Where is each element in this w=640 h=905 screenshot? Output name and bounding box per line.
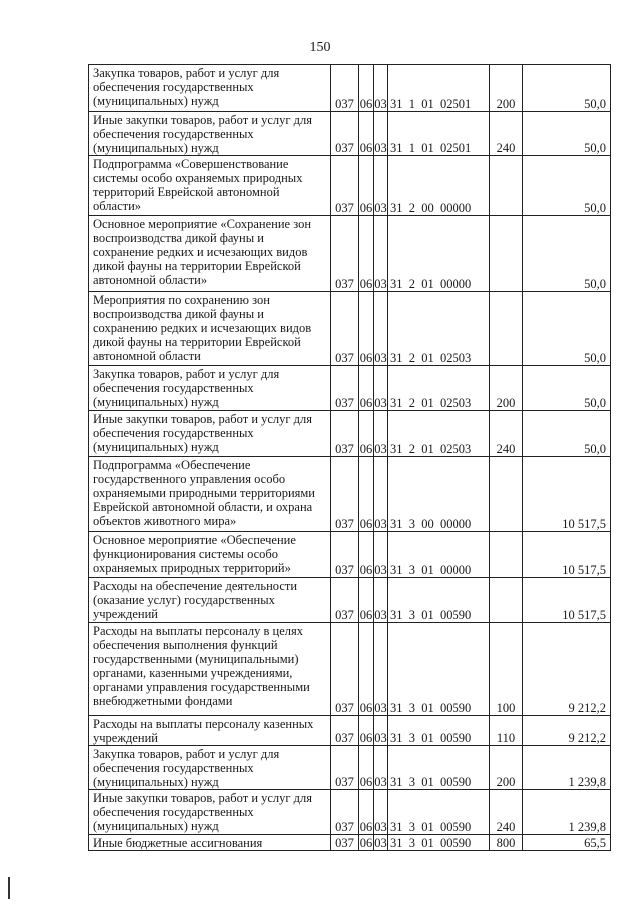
ministry-code: 037 xyxy=(331,457,359,532)
row-name xyxy=(89,65,331,112)
table-row xyxy=(89,292,611,366)
row-name xyxy=(89,623,331,716)
expense-type-code xyxy=(490,578,523,623)
row-name xyxy=(89,366,331,411)
amount: 50,0 xyxy=(523,156,611,216)
subsection-code: 03 xyxy=(374,411,388,457)
row-name-line: обеспечения государственных xyxy=(93,381,254,395)
amount: 10 517,5 xyxy=(523,532,611,578)
row-name-line: обеспечения государственных xyxy=(93,761,254,775)
row-name-line: учреждений xyxy=(93,731,158,745)
section-code: 06 xyxy=(359,578,374,623)
table-row xyxy=(89,457,611,532)
row-name-line: Расходы на обеспечение деятельности xyxy=(93,579,298,593)
amount: 65,5 xyxy=(523,835,611,851)
subsection-code: 03 xyxy=(374,623,388,716)
section-code: 06 xyxy=(359,746,374,790)
row-name-line: воспроизводства дикой фауны и xyxy=(93,231,264,245)
section-code: 06 xyxy=(359,292,374,366)
row-name-line: Основное мероприятие «Сохранение зон xyxy=(93,217,312,231)
ministry-code: 037 xyxy=(331,716,359,746)
subsection-code: 03 xyxy=(374,292,388,366)
subsection-code: 03 xyxy=(374,156,388,216)
row-name-line: территорий Еврейской автономной xyxy=(93,185,280,199)
section-code: 06 xyxy=(359,366,374,411)
row-name-line: обеспечения государственных xyxy=(93,127,254,141)
row-name-line: Иные закупки товаров, работ и услуг для xyxy=(93,791,313,805)
row-name-line: обеспечения государственных xyxy=(93,80,254,94)
ministry-code: 037 xyxy=(331,292,359,366)
amount: 10 517,5 xyxy=(523,457,611,532)
row-name-line: автономной области» xyxy=(93,273,208,287)
table-row xyxy=(89,216,611,292)
target-article-code: 31 2 01 00000 xyxy=(388,216,490,292)
row-name xyxy=(89,112,331,156)
ministry-code: 037 xyxy=(331,112,359,156)
subsection-code: 03 xyxy=(374,216,388,292)
target-article-code: 31 2 01 02503 xyxy=(388,411,490,457)
row-name-line: органами, казенными учреждениями, xyxy=(93,666,293,680)
row-name-line: функционирования системы особо xyxy=(93,547,279,561)
row-name-line: (муниципальных) нужд xyxy=(93,775,219,789)
subsection-code: 03 xyxy=(374,790,388,835)
target-article-code: 31 3 01 00590 xyxy=(388,578,490,623)
section-code: 06 xyxy=(359,65,374,112)
row-name-line: Закупка товаров, работ и услуг для xyxy=(93,66,280,80)
row-name-line: обеспечения выполнения функций xyxy=(93,638,278,652)
row-name-line: государственного управления особо xyxy=(93,472,286,486)
section-code: 06 xyxy=(359,623,374,716)
table-row xyxy=(89,532,611,578)
row-name-line: (муниципальных) нужд xyxy=(93,94,219,108)
section-code: 06 xyxy=(359,836,373,850)
target-article-code: 31 1 01 02501 xyxy=(388,112,490,156)
ministry-code: 037 xyxy=(331,65,359,112)
row-name-line: внебюджетными фондами xyxy=(93,694,233,708)
amount: 50,0 xyxy=(523,216,611,292)
row-name-line: Основное мероприятие «Обеспечение xyxy=(93,533,296,547)
expense-type-code: 110 xyxy=(490,716,523,746)
target-article-code: 31 3 01 00590 xyxy=(388,835,490,851)
subsection-code: 03 xyxy=(374,366,388,411)
ministry-code: 037 xyxy=(331,746,359,790)
row-name-line: (муниципальных) нужд xyxy=(93,819,219,833)
target-article-code: 31 2 01 02503 xyxy=(388,292,490,366)
expense-type-code xyxy=(490,457,523,532)
target-article-code: 31 3 01 00590 xyxy=(388,790,490,835)
row-name-line: Подпрограмма «Обеспечение xyxy=(93,458,251,472)
table-row xyxy=(89,366,611,411)
row-name-line: Расходы на выплаты персоналу в целях xyxy=(93,624,303,638)
table-row xyxy=(89,112,611,156)
row-name xyxy=(89,292,331,366)
ministry-code: 037 xyxy=(331,411,359,457)
row-name-line: (оказание услуг) государственных xyxy=(93,593,275,607)
row-name-line: воспроизводства дикой фауны и xyxy=(93,307,264,321)
amount: 50,0 xyxy=(523,292,611,366)
row-name-line: обеспечения государственных xyxy=(93,426,254,440)
page-number: 150 xyxy=(309,40,331,55)
row-name-line: Иные закупки товаров, работ и услуг для xyxy=(93,113,313,127)
expense-type-code: 200 xyxy=(490,746,523,790)
section-code: 06 xyxy=(359,156,374,216)
table-row xyxy=(89,746,611,790)
table-row xyxy=(89,790,611,835)
row-name-line: Закупка товаров, работ и услуг для xyxy=(93,747,280,761)
table-row xyxy=(89,156,611,216)
expense-type-code: 240 xyxy=(490,411,523,457)
amount: 10 517,5 xyxy=(523,578,611,623)
row-name-line: охраняемых природных территорий» xyxy=(93,561,291,575)
expense-type-code xyxy=(490,216,523,292)
subsection-code: 03 xyxy=(374,746,388,790)
expense-type-code: 800 xyxy=(490,835,523,851)
table-row xyxy=(89,716,611,746)
target-article-code: 31 3 01 00000 xyxy=(388,532,490,578)
amount: 50,0 xyxy=(523,112,611,156)
target-article-code: 31 2 00 00000 xyxy=(388,156,490,216)
row-name-line: учреждений xyxy=(93,607,158,621)
row-name-line: (муниципальных) нужд xyxy=(93,141,219,155)
target-article-code: 31 2 01 02503 xyxy=(388,366,490,411)
row-name xyxy=(89,835,331,851)
row-name-line: охраняемыми природными территориями xyxy=(93,486,315,500)
table-row xyxy=(89,411,611,457)
ministry-code: 037 xyxy=(331,366,359,411)
ministry-code: 037 xyxy=(331,216,359,292)
row-name-line: сохранению редких и исчезающих видов xyxy=(93,321,312,335)
table-body xyxy=(89,65,611,851)
margin-mark xyxy=(8,877,10,899)
subsection-code: 03 xyxy=(374,578,388,623)
subsection-code: 03 xyxy=(374,65,388,112)
budget-table xyxy=(88,64,611,851)
section-code: 06 xyxy=(359,790,374,835)
row-name xyxy=(89,532,331,578)
amount: 1 239,8 xyxy=(523,746,611,790)
amount: 9 212,2 xyxy=(523,716,611,746)
row-name xyxy=(89,716,331,746)
section-code: 06 xyxy=(359,216,374,292)
table-row xyxy=(89,65,611,112)
section-code: 06 xyxy=(359,457,374,532)
row-name xyxy=(89,156,331,216)
target-article-code: 31 1 01 02501 xyxy=(388,65,490,112)
row-name-line: Иные закупки товаров, работ и услуг для xyxy=(93,412,313,426)
section-code: 06 xyxy=(359,532,374,578)
ministry-code: 037 xyxy=(331,835,359,851)
row-name-line: Мероприятия по сохранению зон xyxy=(93,293,270,307)
row-name-line: органами управления государственными xyxy=(93,680,310,694)
ministry-code: 037 xyxy=(331,532,359,578)
table-row xyxy=(89,623,611,716)
amount: 50,0 xyxy=(523,411,611,457)
subsection-code: 03 xyxy=(374,532,388,578)
row-name-line: Еврейской автономной области, и охрана xyxy=(93,500,313,514)
row-name xyxy=(89,578,331,623)
row-name xyxy=(89,790,331,835)
row-name-line: Подпрограмма «Совершенствование xyxy=(93,157,289,171)
amount: 9 212,2 xyxy=(523,623,611,716)
section-code: 06 xyxy=(359,716,374,746)
amount: 50,0 xyxy=(523,65,611,112)
row-name-line: государственными (муниципальными) xyxy=(93,652,299,666)
subsection-code: 03 xyxy=(374,836,387,850)
row-name-line: области» xyxy=(93,199,142,213)
row-name-line: сохранение редких и исчезающих видов xyxy=(93,245,308,259)
section-code: 06 xyxy=(359,112,374,156)
subsection-code: 03 xyxy=(374,716,388,746)
table-row xyxy=(89,578,611,623)
ministry-code: 037 xyxy=(331,623,359,716)
row-name xyxy=(89,457,331,532)
subsection-code: 03 xyxy=(374,112,388,156)
row-name-line: объектов животного мира» xyxy=(93,514,237,528)
target-article-code: 31 3 01 00590 xyxy=(388,746,490,790)
amount: 1 239,8 xyxy=(523,790,611,835)
expense-type-code: 240 xyxy=(490,112,523,156)
amount: 50,0 xyxy=(523,366,611,411)
target-article-code: 31 3 01 00590 xyxy=(388,623,490,716)
row-name-line: дикой фауны на территории Еврейской xyxy=(93,335,301,349)
row-name-line: Иные бюджетные ассигнования xyxy=(93,836,263,850)
expense-type-code xyxy=(490,532,523,578)
expense-type-code: 200 xyxy=(490,366,523,411)
row-name-line: (муниципальных) нужд xyxy=(93,395,219,409)
row-name-line: обеспечения государственных xyxy=(93,805,254,819)
expense-type-code: 100 xyxy=(490,623,523,716)
table-row xyxy=(89,835,611,851)
target-article-code: 31 3 01 00590 xyxy=(388,716,490,746)
row-name-line: Закупка товаров, работ и услуг для xyxy=(93,367,280,381)
subsection-code: 03 xyxy=(374,457,388,532)
row-name-line: Расходы на выплаты персоналу казенных xyxy=(93,717,314,731)
ministry-code: 037 xyxy=(331,578,359,623)
row-name-line: автономной области xyxy=(93,349,201,363)
expense-type-code xyxy=(490,156,523,216)
target-article-code: 31 3 00 00000 xyxy=(388,457,490,532)
ministry-code: 037 xyxy=(331,156,359,216)
row-name-line: системы особо охраняемых природных xyxy=(93,171,303,185)
row-name xyxy=(89,216,331,292)
row-name xyxy=(89,411,331,457)
row-name-line: дикой фауны на территории Еврейской xyxy=(93,259,301,273)
expense-type-code xyxy=(490,292,523,366)
row-name-line: (муниципальных) нужд xyxy=(93,440,219,454)
row-name xyxy=(89,746,331,790)
expense-type-code: 200 xyxy=(490,65,523,112)
section-code: 06 xyxy=(359,411,374,457)
ministry-code: 037 xyxy=(331,790,359,835)
expense-type-code: 240 xyxy=(490,790,523,835)
